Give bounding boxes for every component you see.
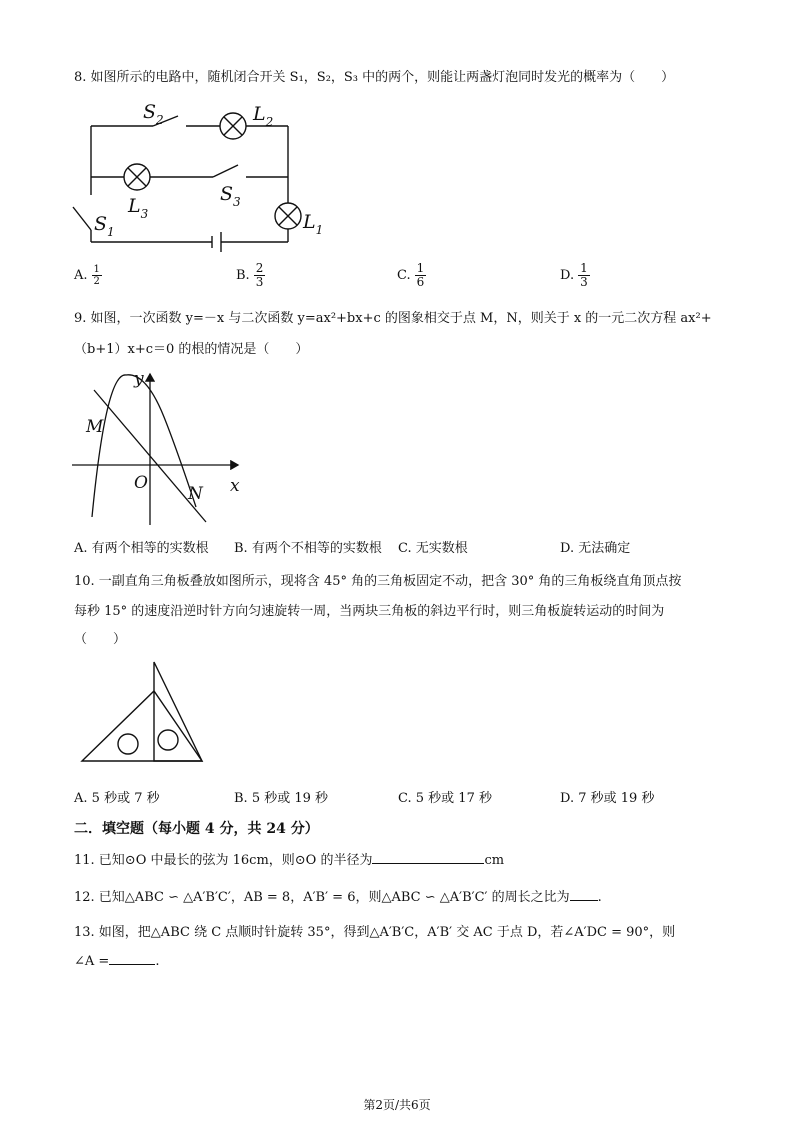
label-s3: $S_3$ xyxy=(220,183,241,209)
section-title-fill-in: 二．填空题（每小题 4 分，共 24 分） xyxy=(74,821,319,837)
triangle-boards-diagram xyxy=(78,660,208,768)
origin-label: O xyxy=(134,473,148,493)
q11 xyxy=(74,849,504,868)
q12-text: 12. 已知△ABC ∽ △A′B′C′，AB = 8，A′B′ = 6，则△ABC ∽ △A′B′C′ 的周长之比为 xyxy=(74,890,570,905)
q12-answer-blank[interactable] xyxy=(570,900,598,901)
q10-line2: 每秒 15° 的速度沿逆时针方向匀速旋转一周，当两块三角板的斜边平行时，则三角板旋转运动的时间为 xyxy=(74,604,665,619)
q12 xyxy=(74,886,602,905)
q10-option-c[interactable]: C. 5 秒或 17 秒 xyxy=(398,791,492,806)
q11-unit: cm xyxy=(484,853,505,868)
axis-label-x: x xyxy=(230,476,240,496)
q9-option-b[interactable]: B. 有两个不相等的实数根 xyxy=(234,541,382,556)
label-l1: $L_1$ xyxy=(303,211,324,237)
q8-option-b[interactable]: B. $\frac{2}{3}$ xyxy=(236,261,264,289)
q13-angle-a: ∠A = xyxy=(74,954,110,969)
q9-option-d[interactable]: D. 无法确定 xyxy=(560,541,631,556)
label-s1: $S_1$ xyxy=(94,213,115,239)
q10-option-d[interactable]: D. 7 秒或 19 秒 xyxy=(560,791,655,806)
q9-option-a[interactable]: A. 有两个相等的实数根 xyxy=(74,541,209,556)
q11-text: 11. 已知⊙O 中最长的弦为 16cm，则⊙O 的半径为 xyxy=(74,853,373,868)
point-label-m: M xyxy=(86,417,104,437)
function-graph xyxy=(66,362,256,532)
label-l2: $L_2$ xyxy=(253,103,274,129)
q13-end: . xyxy=(155,954,160,969)
q13-line1: 13. 如图，把△ABC 绕 C 点顺时针旋转 35°，得到△A′B′C，A′B′ 交 AC 于点 D，若∠A′DC = 90°，则 xyxy=(74,925,676,940)
q9-line2: （b+1）x+c＝0 的根的情况是（ ） xyxy=(74,342,309,357)
circuit-diagram xyxy=(68,90,338,260)
q10-option-b[interactable]: B. 5 秒或 19 秒 xyxy=(234,791,329,806)
q11-answer-blank[interactable] xyxy=(372,863,484,864)
q13-answer-blank[interactable] xyxy=(109,964,155,965)
q8-option-a[interactable]: A. $\frac{1}{2}$ xyxy=(74,264,100,287)
q10-line3: （ ） xyxy=(74,632,127,647)
axis-label-y: y xyxy=(134,369,144,389)
q8-option-d[interactable]: D. $\frac{1}{3}$ xyxy=(560,261,588,289)
q13-line2 xyxy=(74,954,159,969)
q10-line1: 10. 一副直角三角板叠放如图所示，现将含 45° 角的三角板固定不动，把含 30° 角的三角板绕直角顶点按 xyxy=(74,574,682,589)
q9-option-c[interactable]: C. 无实数根 xyxy=(398,541,468,556)
q8-option-c[interactable]: C. $\frac{1}{6}$ xyxy=(397,261,425,289)
q9-line1: 9. 如图，一次函数 y=－x 与二次函数 y=ax²+bx+c 的图象相交于点 M，N，则关于 x 的一元二次方程 ax²+ xyxy=(74,311,712,326)
page-number: 第2页/共6页 xyxy=(363,1098,431,1112)
q12-end: . xyxy=(597,890,602,905)
label-s2: $S_2$ xyxy=(143,101,164,127)
label-l3: $L_3$ xyxy=(128,195,149,221)
q10-option-a[interactable]: A. 5 秒或 7 秒 xyxy=(74,791,160,806)
q8-stem: 8. 如图所示的电路中，随机闭合开关 S₁，S₂，S₃ 中的两个，则能让两盏灯泡同时发光的概率为（ ） xyxy=(74,70,675,85)
point-label-n: N xyxy=(188,484,203,504)
